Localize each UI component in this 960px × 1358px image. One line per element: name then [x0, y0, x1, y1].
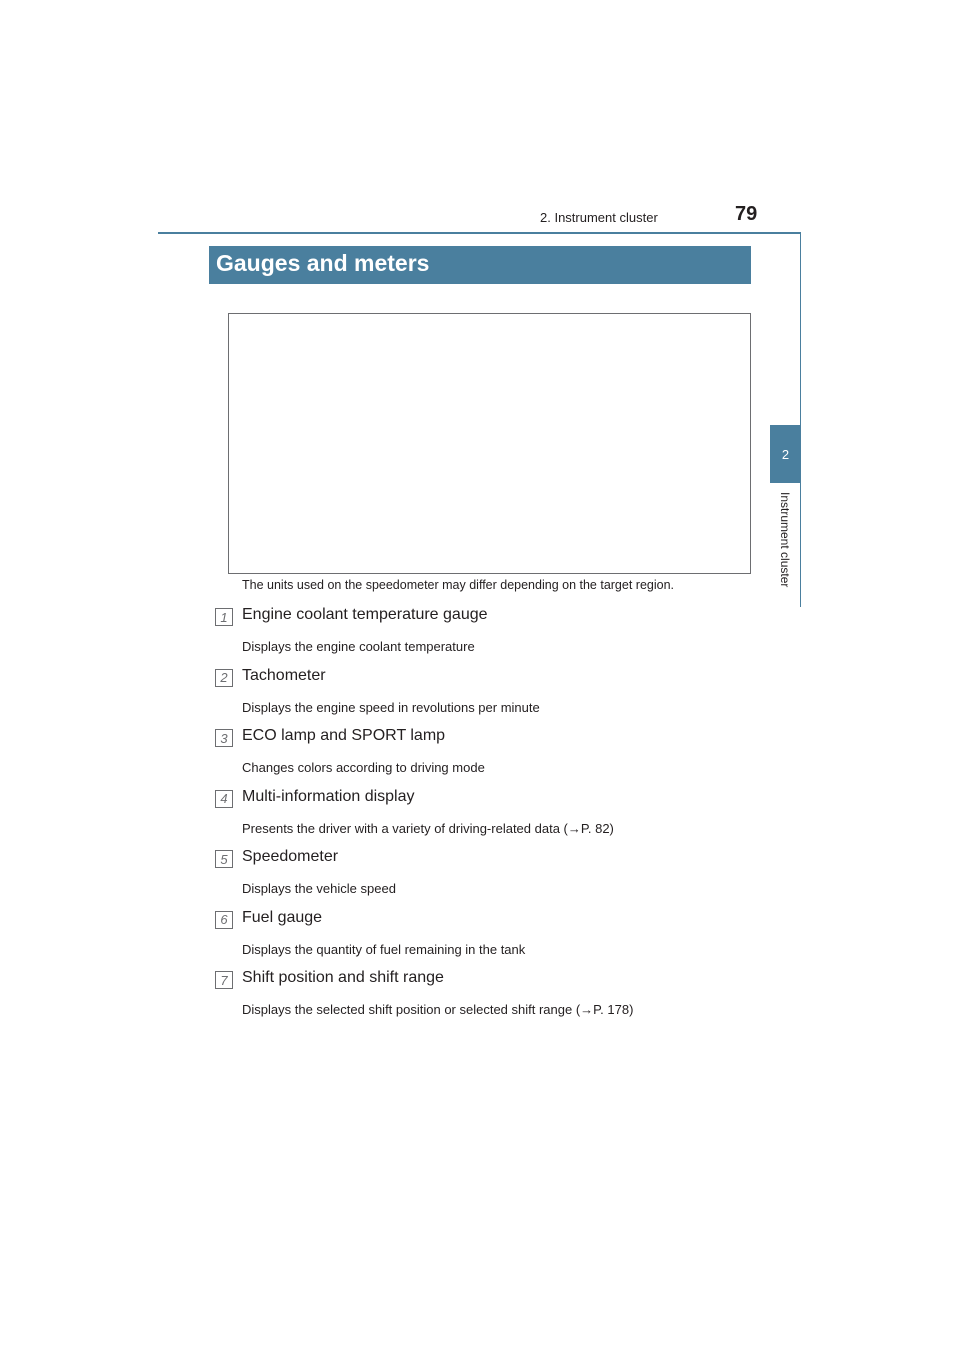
callout-number: 6: [215, 911, 233, 929]
callout-number: 7: [215, 971, 233, 989]
callout-number: 5: [215, 850, 233, 868]
callout-number: 4: [215, 790, 233, 808]
item-title: Fuel gauge: [242, 908, 323, 926]
item-title: Tachometer: [242, 666, 326, 684]
chapter-tab: [770, 425, 801, 483]
callout-number: 3: [215, 729, 233, 747]
list-item: [215, 966, 755, 1027]
item-title: Multi-information display: [242, 787, 415, 805]
item-title: Engine coolant temperature gauge: [242, 606, 488, 623]
list-item: [215, 603, 755, 664]
list-item: [215, 906, 755, 967]
item-title: Speedometer: [242, 848, 339, 865]
section-title-bar: [209, 246, 751, 284]
callout-list: [215, 603, 755, 1027]
item-description: Displays the vehicle speed: [242, 881, 396, 896]
section-title: Gauges and meters: [216, 250, 430, 276]
item-description: Presents the driver with a variety of driving-related data (→P. 82): [242, 820, 614, 836]
figure-caption: The units used on the speedometer may differ depending on the target region.: [242, 578, 675, 592]
callout-number: 1: [215, 608, 233, 626]
item-description: Displays the quantity of fuel remaining in the tank: [242, 941, 526, 957]
chapter-tab-number: 2: [781, 446, 790, 462]
item-title: ECO lamp and SPORT lamp: [242, 727, 446, 744]
item-description: Changes colors according to driving mode: [242, 760, 485, 775]
item-description: Displays the engine coolant temperature: [242, 639, 475, 654]
instrument-cluster-figure: [228, 313, 751, 574]
list-item: [215, 724, 755, 785]
list-item: [215, 664, 755, 725]
list-item: [215, 785, 755, 846]
header-divider: [158, 232, 801, 234]
item-description: Displays the selected shift position or selected shift range (→P. 178): [242, 1002, 634, 1017]
running-header-section: 2. Instrument cluster: [540, 210, 658, 225]
item-title: Shift position and shift range: [242, 969, 444, 986]
chapter-tab-label: Instrument cluster: [778, 492, 792, 588]
item-description: Displays the engine speed in revolutions per minute: [242, 699, 540, 715]
list-item: [215, 845, 755, 906]
side-divider: [800, 232, 801, 607]
page-number: 79: [735, 203, 758, 225]
callout-number: 2: [215, 669, 233, 687]
